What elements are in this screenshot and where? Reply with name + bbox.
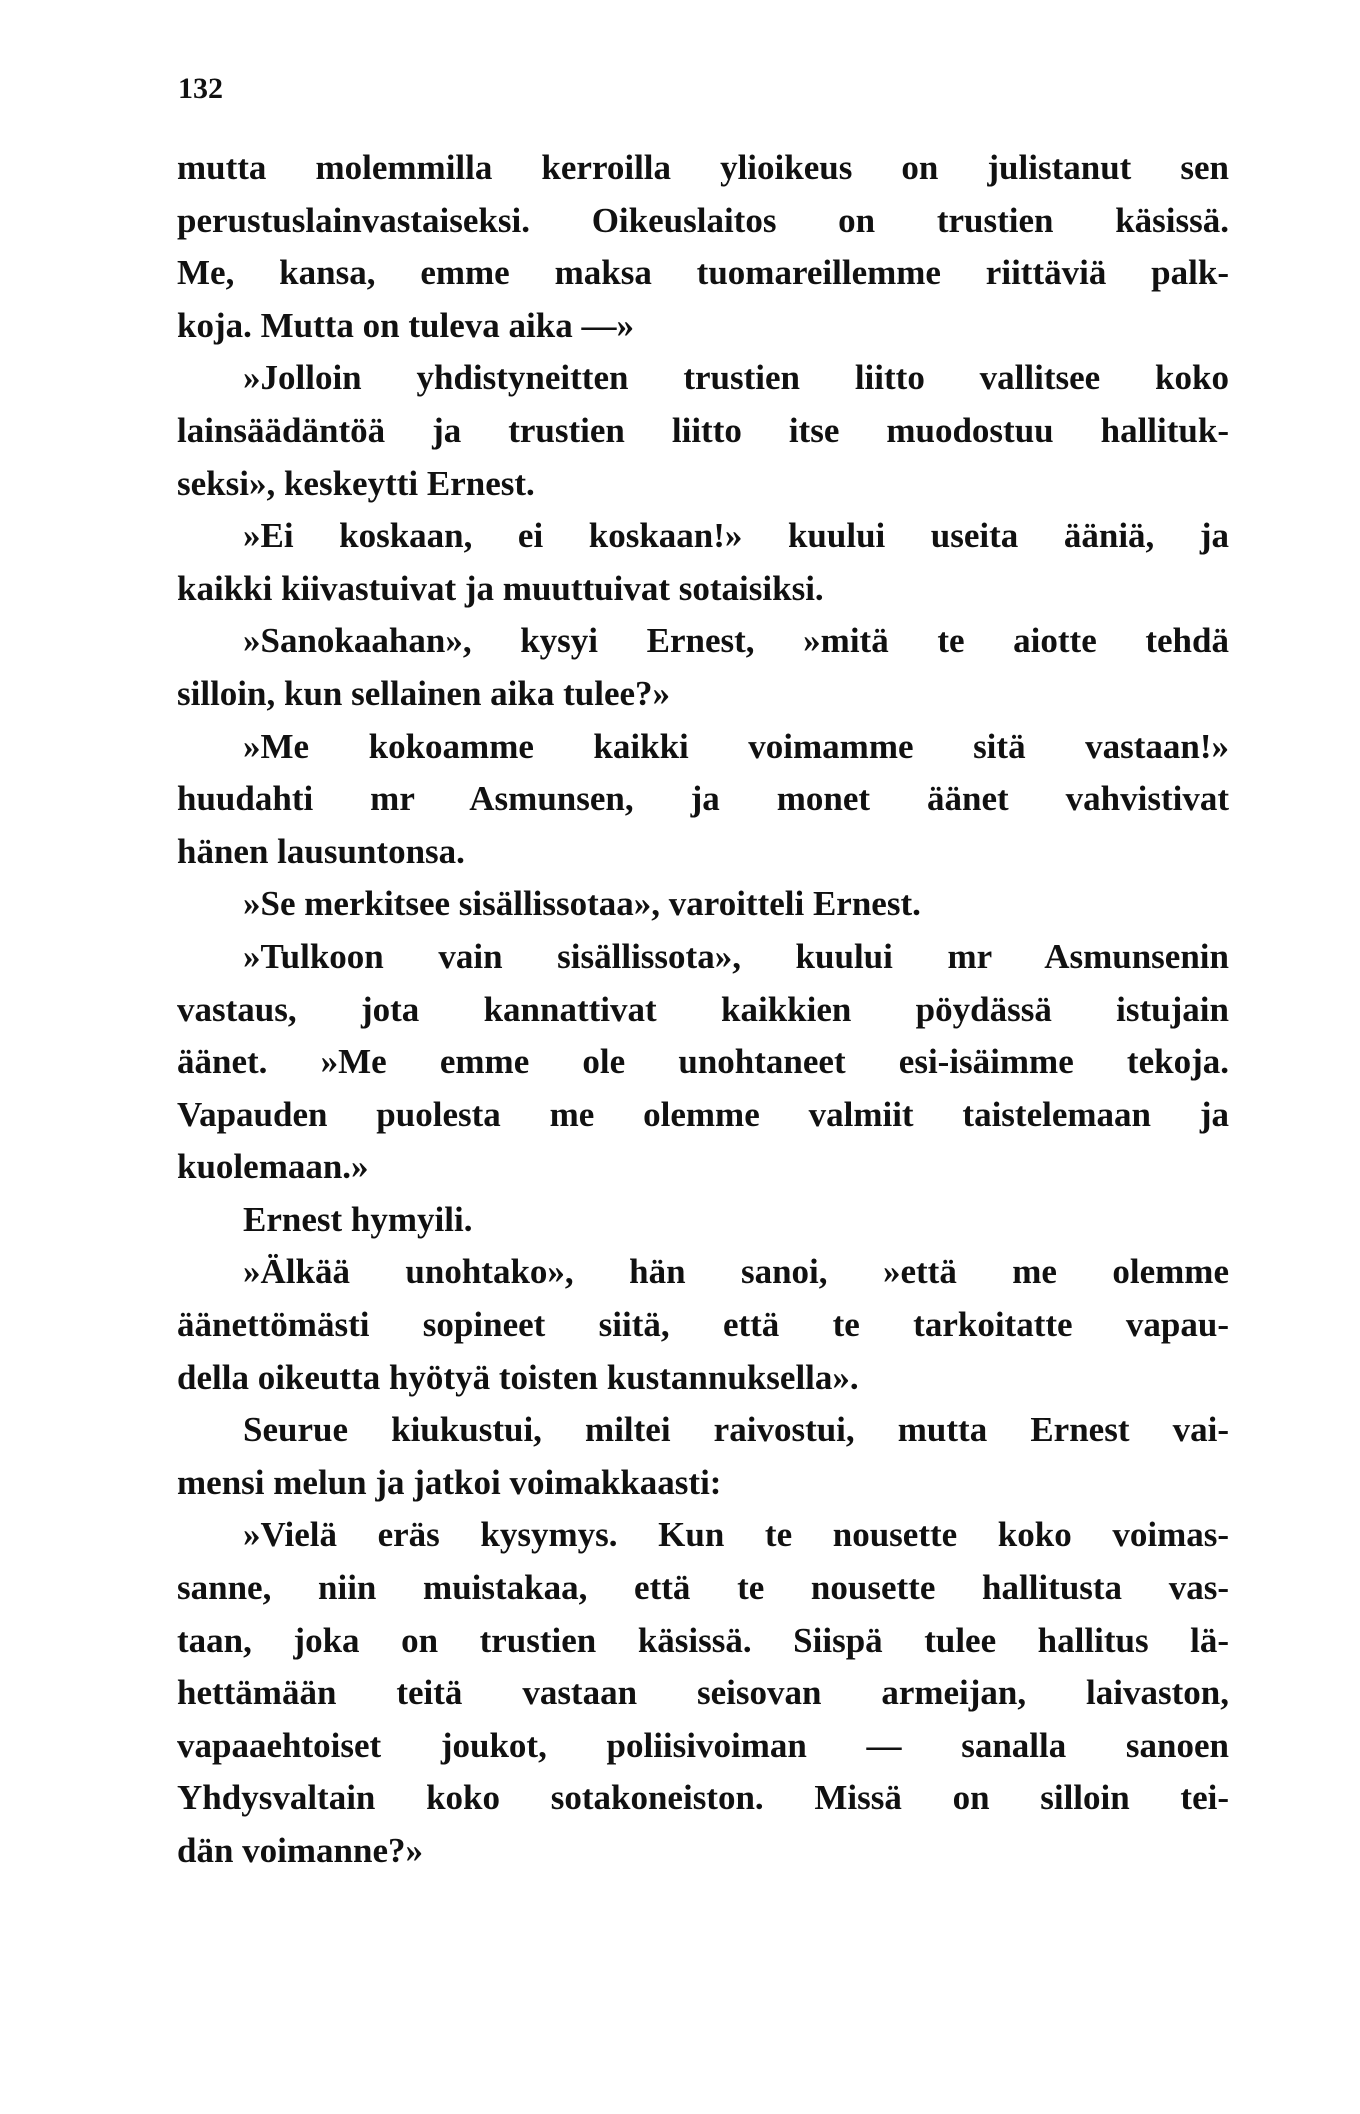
paragraph [177,1404,1229,1509]
text-line: kuolemaan.» [177,1147,369,1187]
text-line: »Vielä eräs kysymys. Kun te nousette koko voimas- [243,1515,1229,1555]
text-line: dän voimanne?» [177,1831,424,1870]
text-line: Seurue kiukustui, miltei raivostui, mutta Ernest vai- [243,1410,1229,1450]
text-line: silloin, kun sellainen aika tulee?» [177,673,671,713]
body-text [177,142,1229,1878]
text-line: Ernest hymyili. [243,1199,473,1239]
paragraph [177,1194,1229,1247]
paragraph [177,1246,1229,1404]
paragraph [177,352,1229,510]
text-line: sanne, niin muistakaa, että te nousette hallitusta vas- [177,1568,1229,1608]
text-line: »Me kokoamme kaikki voimamme sitä vastaan!» [243,726,1229,766]
paragraph [177,510,1229,615]
text-line: koja. Mutta on tuleva aika —» [177,305,634,345]
text-line: mensi melun ja jatkoi voimakkaasti: [177,1462,722,1502]
text-line: vapaaehtoiset joukot, poliisivoiman — sanalla sanoen [177,1725,1229,1765]
text-line: hänen lausuntonsa. [177,831,465,871]
text-line: vastaus, jota kannattivat kaikkien pöydässä istujain [177,989,1229,1029]
text-line: »Ei koskaan, ei koskaan!» kuului useita ääniä, ja [243,516,1229,556]
text-line: mutta molemmilla kerroilla ylioikeus on julistanut sen [177,148,1229,187]
text-line: huudahti mr Asmunsen, ja monet äänet vahvistivat [177,779,1229,819]
paragraph [177,878,1229,931]
text-line: perustuslainvastaiseksi. Oikeuslaitos on trustien käsissä. [177,200,1229,240]
paragraph [177,142,1229,352]
paragraph [177,931,1229,1194]
paragraph [177,1509,1229,1877]
text-line: lainsäädäntöä ja trustien liitto itse muodostuu hallituk- [177,410,1229,450]
text-line: »Se merkitsee sisällissotaa», varoitteli Ernest. [243,884,921,924]
text-line: Vapauden puolesta me olemme valmiit taistelemaan ja [177,1094,1229,1134]
text-line: Me, kansa, emme maksa tuomareillemme riittäviä palk- [177,253,1229,293]
text-line: della oikeutta hyötyä toisten kustannuksella». [177,1357,859,1397]
text-line: Yhdysvaltain koko sotakoneiston. Missä on silloin tei- [177,1778,1229,1818]
text-line: seksi», keskeytti Ernest. [177,463,535,503]
text-line: äänettömästi sopineet siitä, että te tarkoitatte vapau- [177,1305,1229,1345]
text-line: äänet. »Me emme ole unohtaneet esi-isäimme tekoja. [177,1042,1229,1082]
text-line: »Jolloin yhdistyneitten trustien liitto vallitsee koko [243,358,1229,398]
text-line: »Sanokaahan», kysyi Ernest, »mitä te aiotte tehdä [243,621,1229,661]
text-line: »Tulkoon vain sisällissota», kuului mr Asmunsenin [243,936,1229,976]
text-line: kaikki kiivastuivat ja muuttuivat sotaisiksi. [177,568,824,608]
text-line: »Älkää unohtako», hän sanoi, »että me olemme [243,1252,1229,1292]
text-line: taan, joka on trustien käsissä. Siispä tulee hallitus lä- [177,1620,1229,1660]
text-line: hettämään teitä vastaan seisovan armeijan, laivaston, [177,1673,1229,1713]
paragraph [177,615,1229,720]
paragraph [177,721,1229,879]
page-number: 132 [178,72,223,105]
